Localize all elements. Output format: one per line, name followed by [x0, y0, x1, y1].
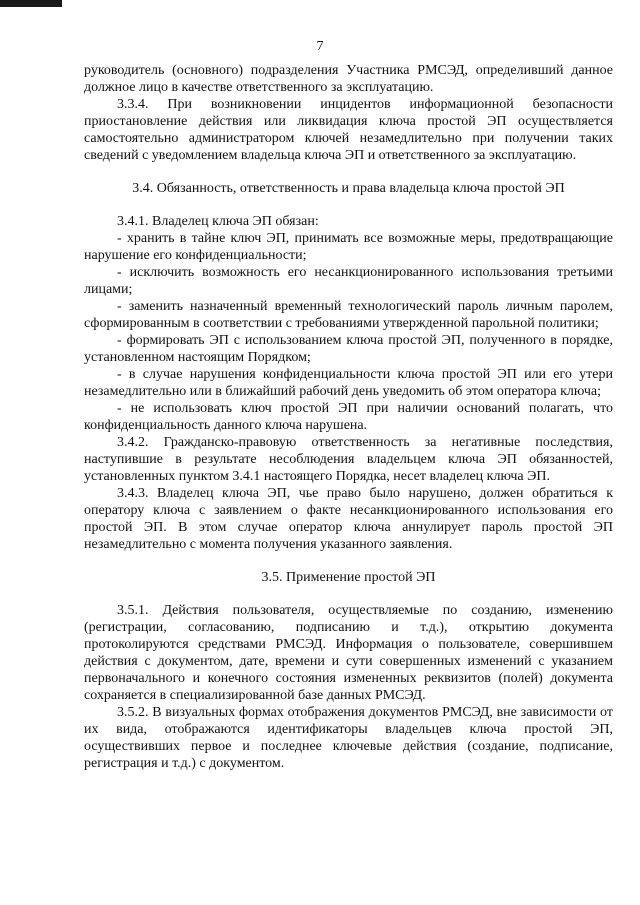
list-item: - в случае нарушения конфиденциальности ключа простой ЭП или его утери незамедлительно или в ближайший рабочий день уведомить об этом оператора ключа; [84, 367, 613, 399]
document-body [84, 62, 613, 772]
paragraph-3-4-1: 3.4.1. Владелец ключа ЭП обязан: [117, 214, 319, 229]
list-item: - хранить в тайне ключ ЭП, принимать все возможные меры, предотвращающие нарушение его конфиденциальности; [84, 231, 613, 263]
page-number: 7 [316, 39, 324, 54]
paragraph-3-3-4: 3.3.4. При возникновении инцидентов информационной безопасности приостановление действия или ликвидация ключа простой ЭП осуществляется самостоятельно администратором ключей незамедлительно при получении таких сведений с уведомлением владельца ключа ЭП и ответственного за эксплуатацию. [84, 97, 613, 163]
paragraph-3-5-2: 3.5.2. В визуальных формах отображения документов РМСЭД, вне зависимости от их вида, отображаются идентификаторы владельцев ключа простой ЭП, осуществивших первое и последнее ключевые действия (создание, подписание, регистрация и т.д.) с документом. [84, 705, 613, 771]
scan-edge-mark [0, 0, 62, 7]
list-item: - формировать ЭП с использованием ключа простой ЭП, полученного в порядке, установленном настоящим Порядком; [84, 333, 613, 365]
list-item: - заменить назначенный временный технологический пароль личным паролем, сформированным в соответствии с требованиями утвержденной парольной политики; [84, 299, 613, 331]
paragraph-continuation: руководитель (основного) подразделения Участника РМСЭД, определивший данное должное лицо в качестве ответственного за эксплуатацию. [84, 63, 613, 95]
list-item: - не использовать ключ простой ЭП при наличии оснований полагать, что конфиденциальность данного ключа нарушена. [84, 401, 613, 433]
paragraph-3-5-1: 3.5.1. Действия пользователя, осуществляемые по созданию, изменению (регистрации, согласованию, подписанию и т.д.), открытию документа протоколируются средствами РМСЭД. Информация о пользователе, совершившем действия с документом, дате, времени и сути совершенных изменений с указанием первоначального и конечного состояния измененных реквизитов (полей) документа сохраняется в специализированной базе данных РМСЭД. [84, 603, 613, 703]
paragraph-3-4-2: 3.4.2. Гражданско-правовую ответственность за негативные последствия, наступившие в результате несоблюдения владельцем ключа ЭП обязанностей, установленных пунктом 3.4.1 настоящего Порядка, несет владелец ключа ЭП. [84, 435, 613, 484]
section-heading-3-4: 3.4. Обязанность, ответственность и права владельца ключа простой ЭП [132, 181, 565, 196]
section-heading-3-5: 3.5. Применение простой ЭП [261, 570, 436, 585]
paragraph-3-4-3: 3.4.3. Владелец ключа ЭП, чье право было нарушено, должен обратиться к оператору ключа с заявлением о факте несанкционированного использования его простой ЭП. В этом случае оператор ключа аннулирует пароль простой ЭП незамедлительно с момента получения указанного заявления. [84, 486, 613, 552]
list-item: - исключить возможность его несанкционированного использования третьими лицами; [84, 265, 613, 297]
